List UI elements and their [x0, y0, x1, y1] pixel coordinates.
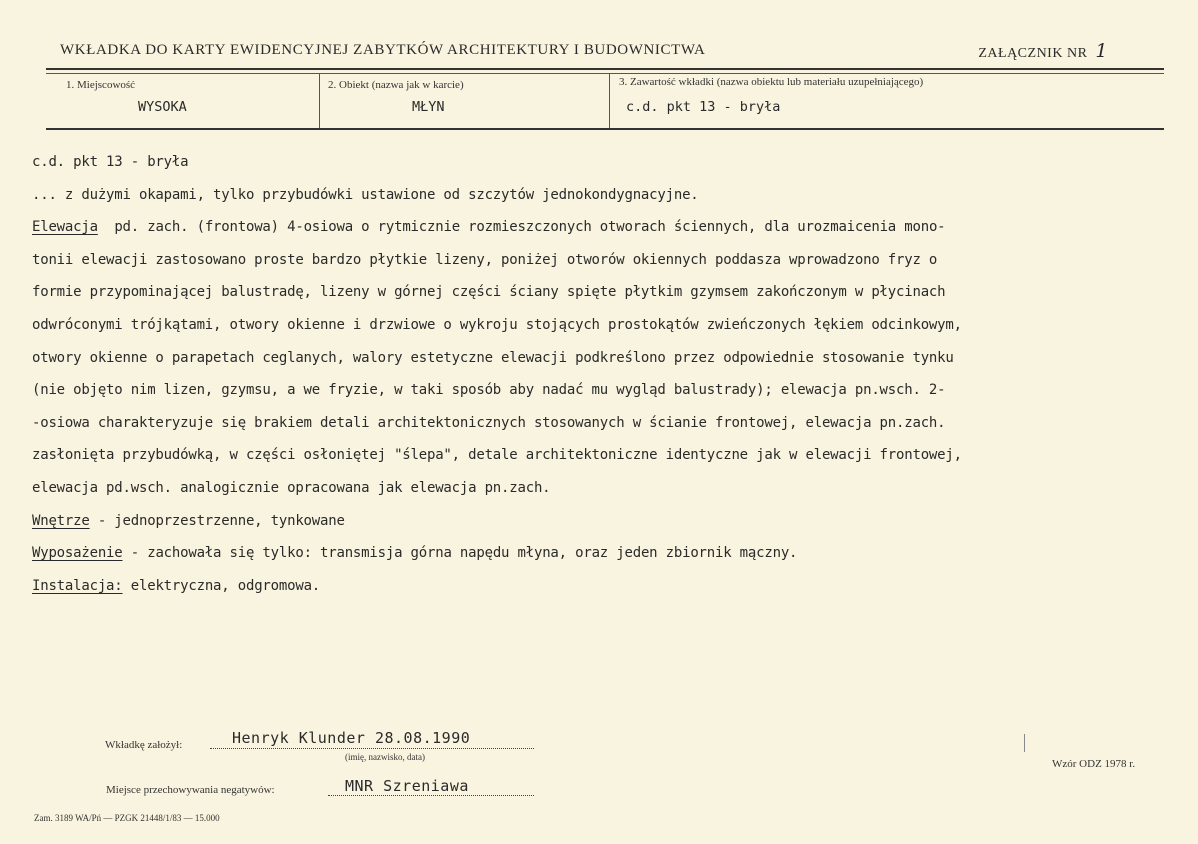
body-line: formie przypominającej balustradę, lizeny w górnej części ściany spięte płytkim gzymsem zakończonym w płycinach: [32, 284, 946, 301]
section-heading-wnetrze: Wnętrze: [32, 512, 90, 529]
author-sublabel: (imię, nazwisko, data): [345, 752, 425, 762]
negatives-label: Miejsce przechowywania negatywów:: [106, 784, 275, 796]
annex-label-text: ZAŁĄCZNIK NR: [978, 46, 1088, 61]
author-value: Henryk Klunder 28.08.1990: [232, 729, 471, 747]
body-line: ... z dużymi okapami, tylko przybudówki ustawione od szczytów jednokondygnacyjne.: [32, 186, 699, 203]
locality-value: WYSOKA: [138, 99, 187, 115]
object-value: MŁYN: [412, 99, 445, 115]
body-text-span: pd. zach. (frontowa) 4-osiowa o rytmicznie rozmieszczonych otworach ściennych, dla urozmaicenia mono-: [114, 219, 946, 236]
form-code: Wzór ODZ 1978 r.: [1052, 758, 1136, 770]
object-label: 2. Obiekt (nazwa jak w karcie): [328, 79, 464, 91]
body-line: [32, 537, 1172, 570]
margin-mark: [1024, 734, 1025, 752]
negatives-dotline: [328, 795, 534, 796]
annex-label: [978, 40, 1108, 62]
section-heading-wyposazenie: Wyposażenie: [32, 545, 123, 562]
content-label: 3. Zawartość wkładki (nazwa obiektu lub materiału uzupełniającego): [619, 76, 924, 88]
body-line: tonii elewacji zastosowano proste bardzo płytkie lizeny, poniżej otworów okiennych poddasza wprowadzono fryz o: [32, 251, 938, 268]
body-line: [32, 211, 1172, 244]
print-code: Zam. 3189 WA/Pń — PZGK 21448/1/83 — 15.000: [34, 813, 220, 823]
form-title: WKŁADKA DO KARTY EWIDENCYJNEJ ZABYTKÓW ARCHITEKTURY I BUDOWNICTWA: [60, 42, 706, 58]
description-body: [32, 146, 1172, 602]
section-heading-elewacja: Elewacja: [32, 219, 98, 236]
body-line: otwory okienne o parapetach ceglanych, walory estetyczne elewacji podkreślono przez odpowiednie stosowanie tynku: [32, 349, 954, 366]
body-text-span: - jednoprzestrzenne, tynkowane: [89, 512, 345, 529]
body-line: odwróconymi trójkątami, otwory okienne i drzwiowe o wykroju stojących prostokątów zwieńczonych łękiem odcinkowym,: [32, 316, 962, 333]
locality-label: 1. Miejscowość: [66, 79, 136, 91]
content-value: c.d. pkt 13 - bryła: [626, 99, 781, 115]
annex-number: 1: [1095, 40, 1108, 62]
body-line: -osiowa charakteryzuje się brakiem detali architektonicznych stosowanych w ścianie frontowej, elewacja pn.zach.: [32, 414, 946, 431]
body-line: [32, 570, 1172, 603]
field-divider-1: [319, 74, 320, 128]
body-line: elewacja pd.wsch. analogicznie opracowana jak elewacja pn.zach.: [32, 479, 551, 496]
author-dotline: [210, 748, 534, 749]
field-divider-2: [609, 74, 610, 128]
section-heading-instalacja: Instalacja:: [32, 577, 123, 594]
body-text-span: elektryczna, odgromowa.: [122, 577, 321, 594]
body-line: [32, 505, 1172, 538]
body-text-span: - zachowała się tylko: transmisja górna napędu młyna, oraz jeden zbiornik mączny.: [122, 545, 798, 562]
body-line: (nie objęto nim lizen, gzymsu, a we fryzie, w taki sposób aby nadać mu wygląd balustrady); elewacja pn.wsch. 2-: [32, 382, 946, 399]
header-rule-top: [46, 68, 1164, 70]
header-rule-thin: [46, 73, 1164, 74]
body-line: c.d. pkt 13 - bryła: [32, 154, 189, 170]
author-label: Wkładkę założył:: [105, 739, 183, 751]
header-rule-bottom: [46, 128, 1164, 130]
body-line: zasłonięta przybudówką, w części osłoniętej "ślepa", detale architektoniczne identyczne jak w elewacji frontowej,: [32, 447, 962, 464]
negatives-value: MNR Szreniawa: [345, 777, 469, 795]
